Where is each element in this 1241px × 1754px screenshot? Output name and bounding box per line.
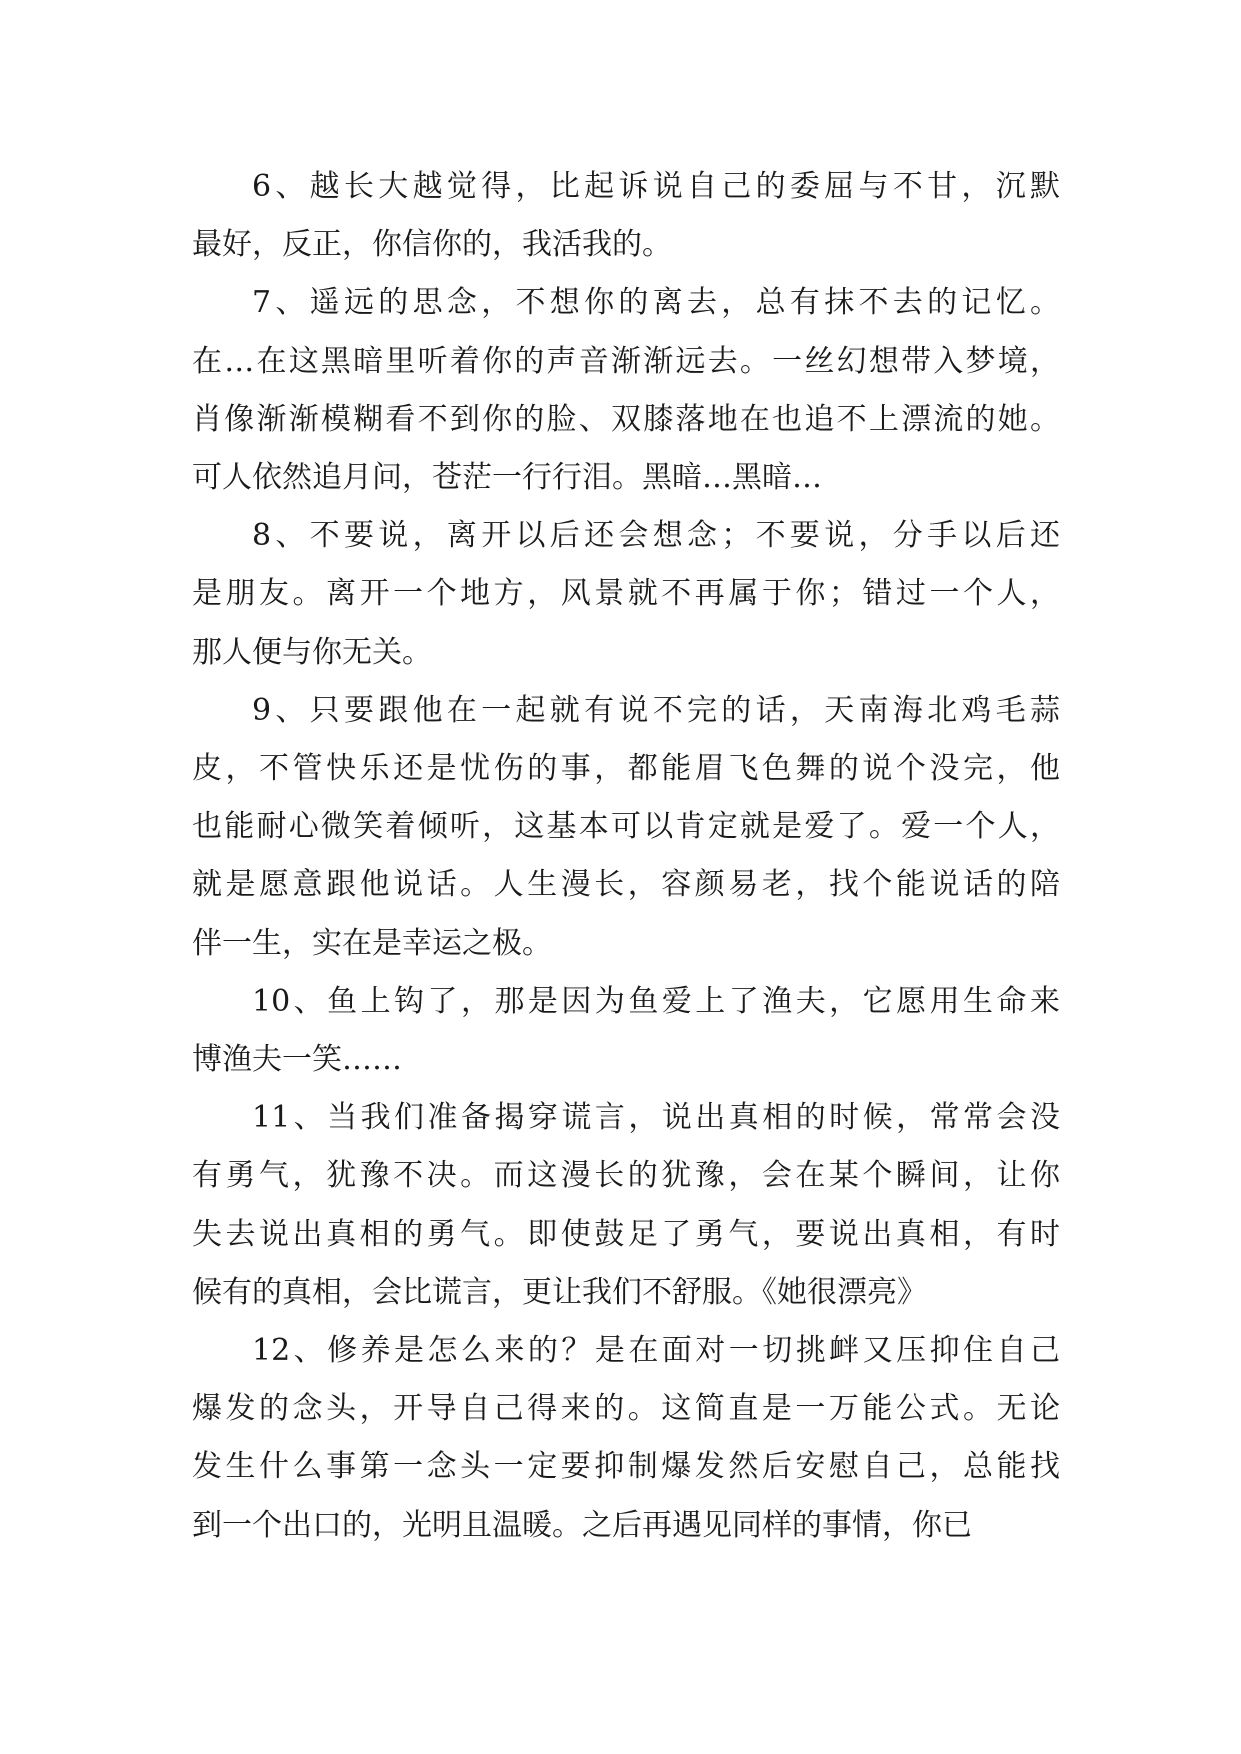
paragraph-line: 失去说出真相的勇气。即使鼓足了勇气，要说出真相，有时 [192, 1216, 1060, 1252]
paragraph [192, 1322, 1060, 1555]
paragraph-line: 候有的真相，会比谎言，更让我们不舒服。《她很漂亮》 [192, 1274, 927, 1310]
paragraph [192, 274, 1060, 507]
paragraph-line: 也能耐心微笑着倾听，这基本可以肯定就是爱了。爱一个人， [192, 809, 1060, 845]
paragraph-line: 发生什么事第一念头一定要抑制爆发然后安慰自己，总能找 [192, 1449, 1060, 1485]
paragraph-line: 10、鱼上钩了，那是因为鱼爱上了渔夫，它愿用生命来 [252, 983, 1060, 1019]
paragraph [192, 973, 1060, 1089]
paragraph-line: 6、越长大越觉得，比起诉说自己的委屈与不甘，沉默 [252, 169, 1060, 204]
paragraph [192, 158, 1060, 274]
paragraph-line: 最好，反正，你信你的，我活我的。 [192, 227, 672, 263]
paragraph-line: 伴一生，实在是幸运之极。 [192, 925, 552, 961]
paragraph-line: 12、修养是怎么来的？是在面对一切挑衅又压抑住自己 [252, 1333, 1060, 1369]
paragraph-line: 爆发的念头，开导自己得来的。这简直是一万能公式。无论 [192, 1391, 1060, 1427]
paragraph-line: 11、当我们准备揭穿谎言，说出真相的时候，常常会没 [252, 1100, 1060, 1136]
paragraph-line: 就是愿意跟他说话。人生漫长，容颜易老，找个能说话的陪 [192, 867, 1060, 903]
paragraph-line: 8、不要说，离开以后还会想念；不要说，分手以后还 [252, 518, 1060, 554]
paragraph-line: 那人便与你无关。 [192, 634, 432, 670]
paragraph-line: 7、遥远的思念，不想你的离去，总有抹不去的记忆。 [252, 285, 1060, 321]
paragraph-line: 到一个出口的，光明且温暖。之后再遇见同样的事情，你已 [192, 1507, 972, 1543]
paragraph-line: 博渔夫一笑…… [192, 1042, 402, 1078]
paragraph-line: 是朋友。离开一个地方，风景就不再属于你；错过一个人， [192, 576, 1060, 612]
paragraph-line: 肖像渐渐模糊看不到你的脸、双膝落地在也追不上漂流的她。 [192, 401, 1060, 437]
paragraph [192, 682, 1060, 973]
paragraph-line: 有勇气，犹豫不决。而这漫长的犹豫，会在某个瞬间，让你 [192, 1158, 1060, 1194]
document-body [192, 158, 1060, 1555]
paragraph [192, 507, 1060, 682]
paragraph-line: 在…在这黑暗里听着你的声音渐渐远去。一丝幻想带入梦境， [192, 343, 1060, 379]
paragraph [192, 1089, 1060, 1322]
paragraph-line: 9、只要跟他在一起就有说不完的话，天南海北鸡毛蒜 [252, 692, 1060, 728]
paragraph-line: 可人依然追月问，苍茫一行行泪。黑暗…黑暗… [192, 460, 822, 496]
paragraph-line: 皮，不管快乐还是忧伤的事，都能眉飞色舞的说个没完，他 [192, 751, 1060, 787]
